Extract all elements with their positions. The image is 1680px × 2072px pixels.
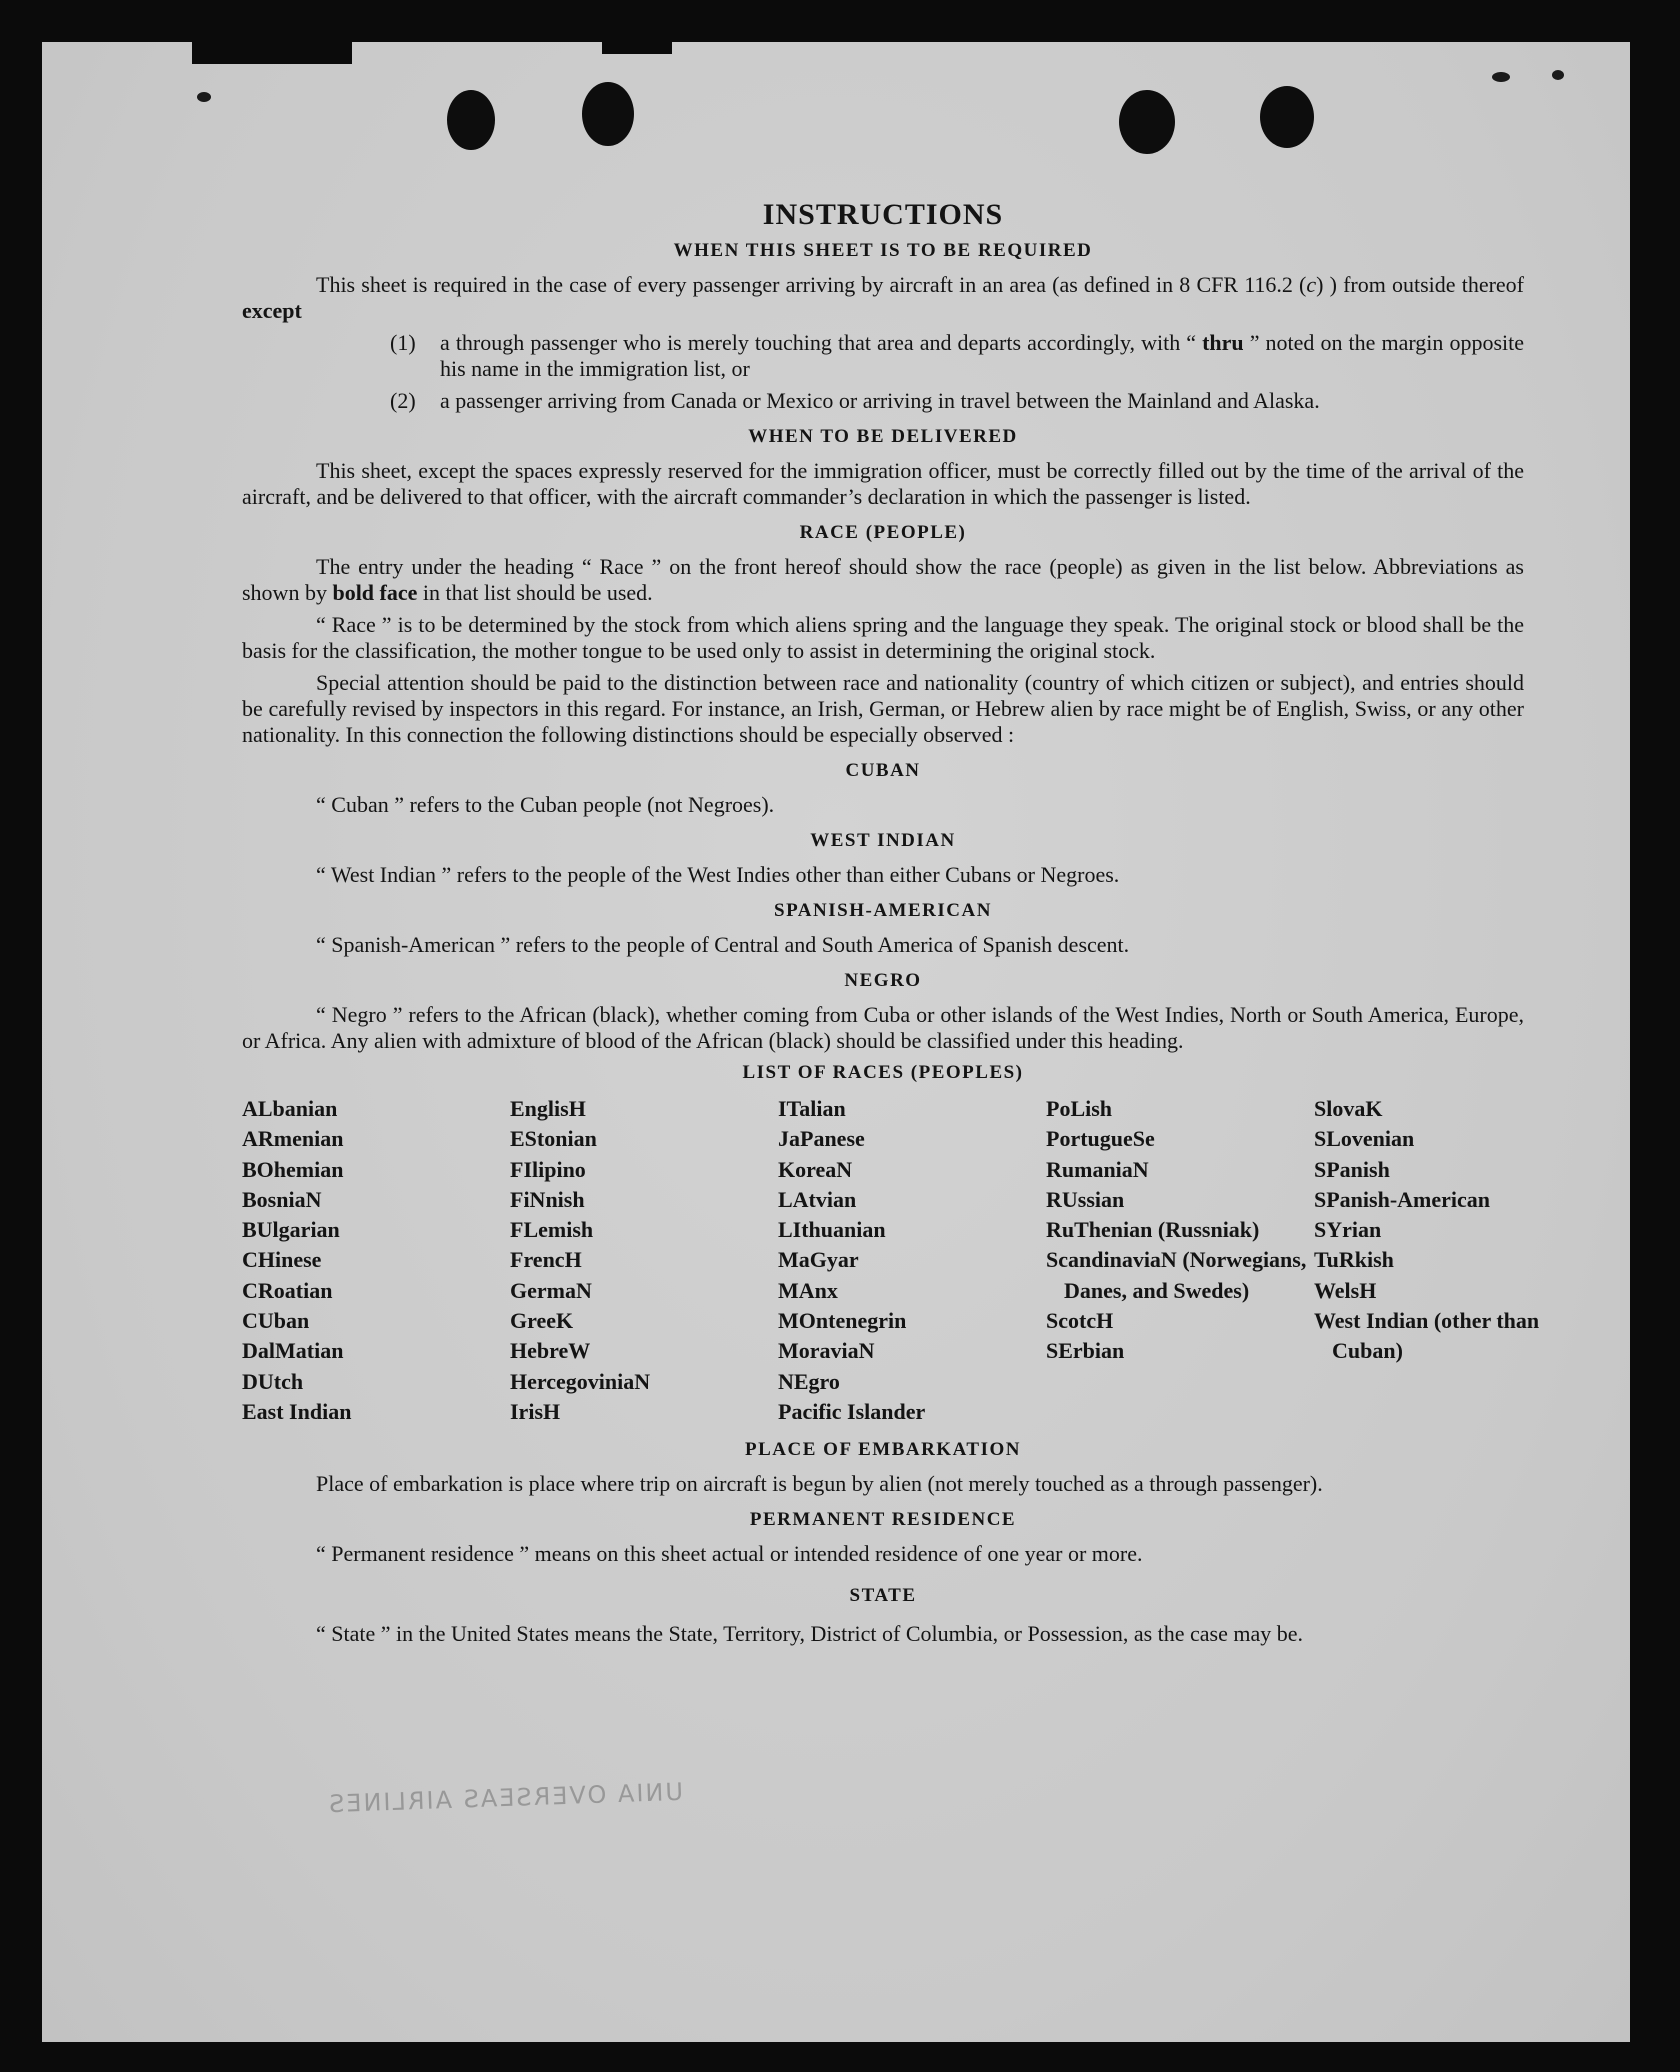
race-entry: East Indian (242, 1398, 352, 1424)
race-entry: LIthuanian (778, 1217, 886, 1243)
race-entry: FrencH (510, 1247, 582, 1273)
race-entry: WelsH (1314, 1277, 1377, 1303)
race-entry: LAtvian (778, 1186, 857, 1212)
page-title: INSTRUCTIONS (762, 198, 1004, 231)
race-entry: MAnx (778, 1277, 838, 1303)
clause-text (440, 330, 1524, 382)
race-entry: FiNnish (510, 1186, 585, 1212)
race-entry: FLemish (510, 1217, 594, 1243)
race-entry: West Indian (other than Cuban) (1314, 1308, 1540, 1364)
clause-number: (2) (390, 388, 416, 413)
race-entry: RumaniaN (1046, 1156, 1149, 1182)
race-entry: JaPanese (778, 1126, 865, 1152)
torn-edge (602, 42, 672, 54)
race-entry: SPanish (1314, 1156, 1390, 1182)
text: ” noted on the margin opposite his name in the immigration list, or (440, 330, 1524, 381)
race-entry: ALbanian (242, 1096, 338, 1121)
race-entry: HebreW (510, 1338, 591, 1364)
race-entry: CRoatian (242, 1277, 333, 1303)
race-entry: BOhemian (242, 1156, 344, 1182)
definition-permanent-residence: “ Permanent residence ” means on this sheet actual or intended residence of one year or more. (316, 1541, 1143, 1567)
race-entry: RuThenian (Russniak) (1046, 1217, 1260, 1243)
race-entry: SlovaK (1314, 1096, 1383, 1121)
punch-hole (1260, 86, 1314, 148)
text: ) ) from outside thereof (1316, 272, 1524, 297)
race-column (1046, 1094, 1314, 1427)
race-entry: ITalian (778, 1096, 846, 1121)
heading-list-of-races: LIST OF RACES (PEOPLES) (742, 1062, 1024, 1083)
race-entry: PortugueSe (1046, 1126, 1155, 1152)
clause-number: (1) (390, 330, 416, 355)
race-column (778, 1094, 1046, 1427)
race-entry: ScandinaviaN (Norwegians, Danes, and Swedes) (1046, 1247, 1307, 1303)
heading-race: RACE (PEOPLE) (799, 522, 967, 543)
heading-negro: NEGRO (844, 970, 922, 991)
paragraph-delivered: This sheet, except the spaces expressly reserved for the immigration officer, must be correctly filled out by the time of the arrival of the aircraft, and be delivered to that officer, with the aircraft commander’s declaration in which the passenger is listed. (242, 458, 1524, 509)
paragraph-required-intro (242, 272, 1524, 324)
race-entry: SPanish-American (1314, 1186, 1490, 1212)
heading-embarkation: PLACE OF EMBARKATION (745, 1439, 1021, 1461)
heading-spanish-american: SPANISH-AMERICAN (774, 900, 992, 921)
race-entry: Pacific Islander (778, 1398, 926, 1424)
race-entry: MaGyar (778, 1247, 859, 1273)
race-entry: EnglisH (510, 1096, 586, 1121)
text-italic: c (1306, 272, 1317, 297)
text: a through passenger who is merely touching that area and departs accordingly, with “ (440, 330, 1203, 355)
race-entry: MoraviaN (778, 1338, 875, 1364)
definition-state: “ State ” in the United States means the State, Territory, District of Columbia, or Possession, as the case may be. (316, 1621, 1304, 1647)
punch-hole (582, 82, 634, 146)
text-bold: thru (1202, 330, 1244, 355)
race-entry: ARmenian (242, 1126, 344, 1152)
instructions-body (242, 198, 1540, 1653)
text-bold: except (242, 298, 302, 323)
heading-cuban: CUBAN (845, 760, 921, 781)
heading-permanent-residence: PERMANENT RESIDENCE (749, 1509, 1017, 1531)
text: in that list should be used. (417, 580, 653, 605)
paragraph-race-3: Special attention should be paid to the distinction between race and nationality (country of which citizen or subject), and entries should be carefully revised by inspectors in this regard. For instance, an Irish, German, or Hebrew alien by race might be of English, Swiss, or any other nationality. In this connection the following distinctions should be especially observed : (242, 670, 1524, 747)
definition-cuban: “ Cuban ” refers to the Cuban people (not Negroes). (316, 792, 775, 817)
race-entry: MOntenegrin (778, 1308, 907, 1334)
speck (197, 92, 211, 102)
race-entry: RUssian (1046, 1186, 1125, 1212)
document-sheet (42, 42, 1630, 2042)
faded-stamp-mark: UNIA OVERSEAS AIRLINES (326, 1777, 684, 1819)
text: This sheet is required in the case of every passenger arriving by aircraft in an area (as defined in 8 CFR 116.2 ( (316, 272, 1307, 297)
definition-west-indian: “ West Indian ” refers to the people of the West Indies other than either Cubans or Negroes. (316, 862, 1120, 887)
race-entry: SYrian (1314, 1217, 1382, 1243)
race-entry: TuRkish (1314, 1247, 1394, 1273)
race-entry: CUban (242, 1308, 310, 1334)
races-table (242, 1094, 1540, 1427)
race-entry: BUlgarian (242, 1217, 340, 1243)
race-entry: GermaN (510, 1277, 592, 1303)
race-entry: BosniaN (242, 1186, 322, 1212)
clause-2 (390, 388, 1524, 414)
race-entry: PoLish (1046, 1096, 1113, 1121)
heading-when-required: WHEN THIS SHEET IS TO BE REQUIRED (673, 240, 1093, 261)
text-bold: bold face (332, 580, 418, 605)
race-entry: SErbian (1046, 1338, 1125, 1364)
race-entry: GreeK (510, 1308, 574, 1334)
race-entry: KoreaN (778, 1156, 853, 1182)
race-column (510, 1094, 778, 1427)
heading-when-delivered: WHEN TO BE DELIVERED (748, 426, 1018, 447)
definition-spanish-american: “ Spanish-American ” refers to the people of Central and South America of Spanish descent. (316, 932, 1130, 957)
paragraph-race-2: “ Race ” is to be determined by the stock from which aliens spring and the language they speak. The original stock or blood shall be the basis for the classification, the mother tongue to be used only to assist in determining the original stock. (242, 612, 1524, 663)
race-entry: DalMatian (242, 1338, 344, 1364)
heading-west-indian: WEST INDIAN (810, 830, 956, 851)
speck (1492, 72, 1510, 82)
race-column (242, 1094, 510, 1427)
heading-state: STATE (849, 1585, 917, 1607)
clause-1 (390, 330, 1524, 382)
race-entry: EStonian (510, 1126, 597, 1152)
race-entry: DUtch (242, 1368, 304, 1394)
paragraph-race-1 (242, 554, 1524, 606)
paragraph-embarkation: Place of embarkation is place where trip on aircraft is begun by alien (not merely touched as a through passenger). (316, 1471, 1323, 1497)
clause-text: a passenger arriving from Canada or Mexico or arriving in travel between the Mainland and Alaska. (440, 388, 1320, 413)
punch-hole (447, 90, 495, 150)
text: The entry under the heading “ Race ” on the front hereof should show the race (people) as given in the list below. Abbreviations as shown by (242, 554, 1524, 605)
race-entry: FIlipino (510, 1156, 586, 1182)
speck (1552, 70, 1564, 80)
race-entry: ScotcH (1046, 1308, 1114, 1334)
torn-edge (192, 42, 352, 64)
race-column (1314, 1094, 1544, 1427)
definition-negro: “ Negro ” refers to the African (black), whether coming from Cuba or other islands of the West Indies, North or South America, Europe, or Africa. Any alien with admixture of blood of the African (black) should be classified under this heading. (242, 1002, 1524, 1053)
race-entry: NEgro (778, 1368, 840, 1394)
race-entry: SLovenian (1314, 1126, 1415, 1152)
race-entry: IrisH (510, 1398, 561, 1424)
race-entry: CHinese (242, 1247, 322, 1273)
race-entry: HercegoviniaN (510, 1368, 651, 1394)
punch-hole (1119, 90, 1175, 154)
